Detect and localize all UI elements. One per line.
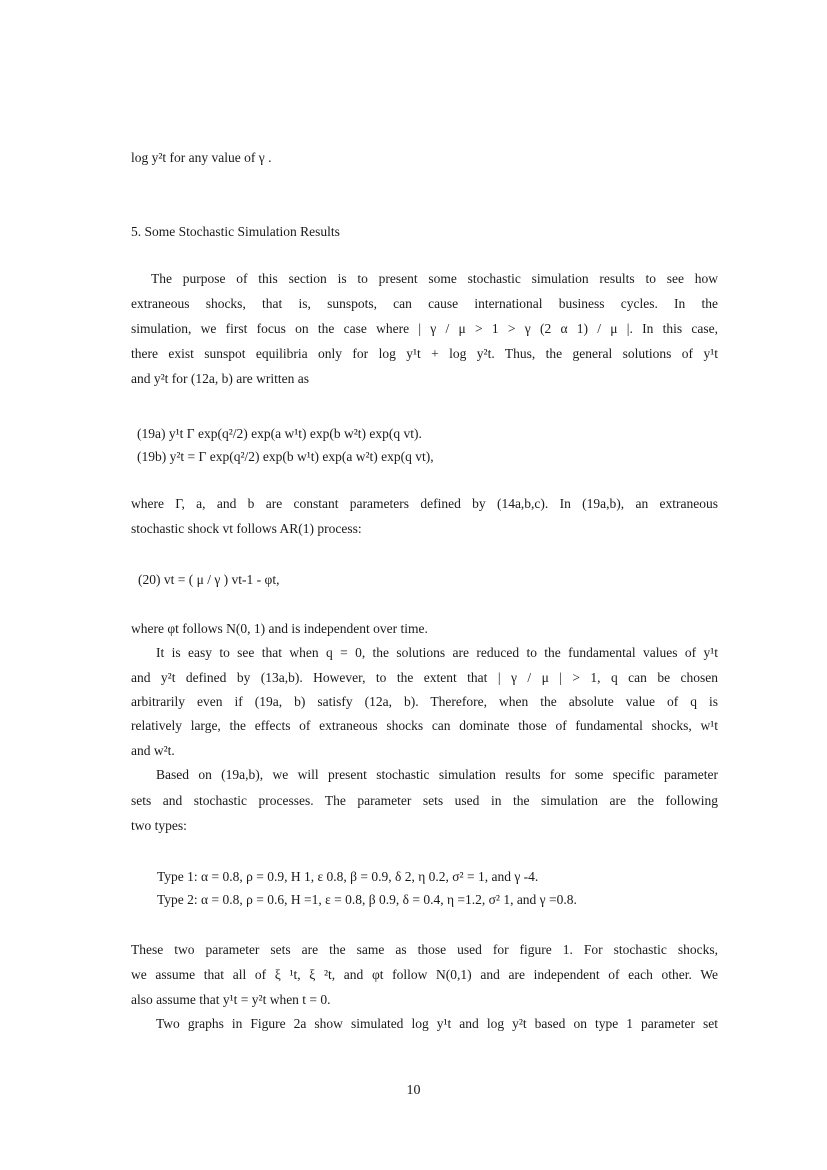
paragraph-line: we assume that all of ξ ¹t, ξ ²t, and φt follow N(0,1) and are independent of each other. We: [131, 967, 718, 982]
paragraph-line: relatively large, the effects of extraneous shocks can dominate those of fundamental shocks, w¹t: [131, 718, 718, 733]
paragraph-line: Two graphs in Figure 2a show simulated log y¹t and log y²t based on type 1 parameter set: [156, 1016, 718, 1031]
paragraph-line: two types:: [131, 818, 187, 833]
section-heading: 5. Some Stochastic Simulation Results: [131, 224, 340, 239]
paragraph-line: simulation, we first focus on the case where | γ / μ > 1 > γ (2 α 1) / μ |. In this case,: [131, 321, 718, 336]
parameter-set-type-1: Type 1: α = 0.8, ρ = 0.9, H 1, ε 0.8, β = 0.9, δ 2, η 0.2, σ² = 1, and γ -4.: [157, 869, 539, 884]
equation-19b: (19b) y²t = Γ exp(q²/2) exp(b w¹t) exp(a w²t) exp(q vt),: [137, 449, 434, 464]
paragraph-line: arbitrarily even if (19a, b) satisfy (12a, b). Therefore, when the absolute value of q is: [131, 694, 718, 709]
equation-20: (20) vt = ( μ / γ ) vt-1 - φt,: [138, 572, 280, 587]
paragraph-line: and w²t.: [131, 743, 175, 758]
paragraph-line: Based on (19a,b), we will present stochastic simulation results for some specific parameter: [156, 767, 718, 782]
paragraph-line: where Γ, a, and b are constant parameters defined by (14a,b,c). In (19a,b), an extraneous: [131, 496, 718, 511]
paragraph-line: also assume that y¹t = y²t when t = 0.: [131, 992, 331, 1007]
paragraph-line: It is easy to see that when q = 0, the solutions are reduced to the fundamental values of y¹t: [156, 645, 718, 660]
parameter-set-type-2: Type 2: α = 0.8, ρ = 0.6, H =1, ε = 0.8, β 0.9, δ = 0.4, η =1.2, σ² 1, and γ =0.8.: [157, 892, 577, 907]
paragraph-line: stochastic shock vt follows AR(1) process:: [131, 521, 362, 536]
paragraph-line: where φt follows N(0, 1) and is independent over time.: [131, 621, 428, 636]
paragraph-line: there exist sunspot equilibria only for log y¹t + log y²t. Thus, the general solutions of y¹t: [131, 346, 718, 361]
equation-19a: (19a) y¹t Γ exp(q²/2) exp(a w¹t) exp(b w²t) exp(q vt).: [137, 426, 422, 441]
paragraph-line: sets and stochastic processes. The parameter sets used in the simulation are the following: [131, 793, 718, 808]
paragraph-line: The purpose of this section is to present some stochastic simulation results to see how: [151, 271, 718, 286]
paragraph-line: extraneous shocks, that is, sunspots, can cause international business cycles. In the: [131, 296, 718, 311]
paragraph-line: These two parameter sets are the same as those used for figure 1. For stochastic shocks,: [131, 942, 718, 957]
paragraph-line: and y²t for (12a, b) are written as: [131, 371, 309, 386]
page-number: 10: [406, 1083, 421, 1098]
text-line: log y²t for any value of γ .: [131, 150, 272, 165]
paragraph-line: and y²t defined by (13a,b). However, to the extent that | γ / μ | > 1, q can be chosen: [131, 670, 718, 685]
